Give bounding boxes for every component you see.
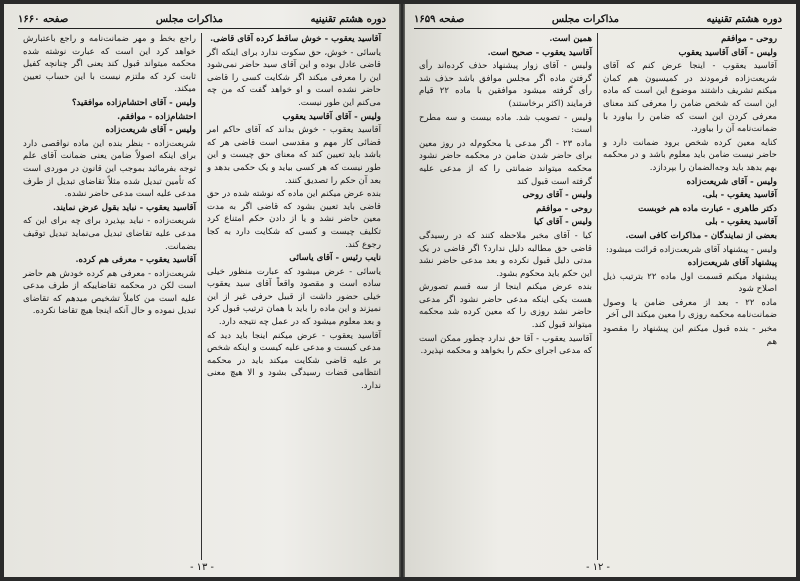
book-spread: [4, 4, 796, 577]
paragraph: ولیس - آقای زوار پیشنهاد حذف کرده‌اند رأی گرفتن ماده اگر مجلس موافق باشد حذف شد رأی گرفته میشود موافقین با ماده ۲۲ قیام فرمایند (اکثر برخاستند): [419, 61, 593, 109]
paragraph: ولیس - تصویب شد. ماده بیست و سه مطرح است:: [419, 112, 592, 136]
paragraph: روحی - موافقم: [721, 34, 777, 44]
paragraph: ولیس - آقای آقاسید یعقوب: [678, 47, 777, 58]
paragraph: ماده ۲۲ - بعد از معرفی ضامن یا وصول ضمانت‌نامه محکمه روزی را معین میکند الی آخر: [603, 297, 777, 321]
paragraph: شریعت‌زاده - نباید بپذیرد برای چه برای این که مدعی علیه تقاضای تبدیل می‌نماید تبدیل توقیف بضمانت.: [23, 216, 196, 252]
left-page-left-column: [18, 33, 202, 560]
paragraph: آقاسید یعقوب - خوش بداند که آقای حاکم امر قضائی کار مهم و مقدسی است قاضی هر که باشد باید تعیین کند که معنای حق چیست و این طور نیست که هر کسی بیاید و یک حکمی بدهد و بعد آن حکم را تصدیق کنند.: [207, 125, 381, 186]
paragraph: کیا - آقای مخبر ملاحظه کنند که در رسیدگی قاضی حق مطالبه دلیل ندارد؟ اگر قاضی در یک مدتی دلیل قبول نکرده و بعد مدعی حاضر نشد این حکم باید محکوم بشود.: [419, 230, 592, 279]
paragraph: آقاسید یعقوب - آقا حق ندارد چطور ممکن است که مدعی اجرای حکم را بخواهد و محکمه نپذیرد.: [419, 333, 592, 357]
paragraph: آقاسید یعقوب - معرفی هم کرده.: [75, 255, 196, 266]
paragraph: راجع بخط و مهر ضمانت‌نامه و راجع باعتبارش خواهد کرد این است که عبارت نوشته شده محکمه میتواند قبول کند یعنی اگر چنانچه کفیل ثابت کرد که ملتزم نیست با این حساب تعیین میکند.: [23, 34, 196, 95]
paragraph: بنده عرض میکنم این ماده که نوشته شده در حق قاضی باید تعیین بشود که قاضی اگر به مدت معین حاضر نشد و یا از دادن حکم امتناع کرد تکلیف چیست و کسی که شکایت دارد به کجا رجوع کند.: [207, 189, 381, 250]
left-page-columns: [18, 33, 386, 560]
paragraph: آقاسید یعقوب - نباید بقول عرض نمایند.: [52, 202, 196, 213]
left-page: [4, 4, 400, 577]
left-header-title: مذاکرات مجلس: [155, 13, 224, 25]
paragraph: همین است.: [549, 34, 592, 44]
left-page-number: - ۱۳ -: [190, 562, 214, 573]
paragraph: کنایه معین کرده شخص برود ضمانت دارد و حاضر نیست ضامن باید معلوم باشد و در محکمه بهم بدهد باید وجه‌الضمان را بپردازد.: [603, 137, 777, 173]
book-gutter: [399, 4, 405, 577]
paragraph: بنده عرض میکنم اینجا از سه قسم تصورش هست یکی اینکه مدعی حاضر نشود اگر مدعی حاضر نشد روزی را که معین کرده شد محکمه میتواند قبول کند.: [419, 282, 592, 331]
right-page-left-column: [414, 33, 598, 560]
paragraph: ولیس - آقای شریعت‌زاده: [686, 176, 777, 187]
paragraph: آقاسید یعقوب - خوش ساقط کرده آقای قاضی.: [210, 34, 381, 44]
right-page: [400, 4, 796, 577]
paragraph: نایب رئیس - آقای یاسائی: [289, 253, 381, 264]
paragraph: یاسائی - عرض میشود که عبارت منظور خیلی ساده است و مقصود واقعاً آقای سید یعقوب خیلی حضور داشت از قبیل حرفی غیر از این نمیزند و این ماده را باید با همان ترتیب قبول کرد و بعد معلوم میشود که در عمل چه نتیجه دارد.: [207, 266, 381, 328]
paragraph: ولیس - آقای کیا: [533, 217, 592, 228]
right-header-rule: [414, 28, 782, 29]
left-header-rule: [18, 28, 386, 29]
paragraph: مخبر - بنده قبول میکنم این پیشنهاد را مقصود هم: [603, 324, 777, 347]
paragraph: آقاسید یعقوب - اینجا عرض کنم که آقای شریعت‌زاده فرمودند در کمیسیون هم کمان میکنم تشریف داشتند موضوع این است که ماده این است که شخص ضامن را معرفی کند معنای معرفی کردن این است که ضامن را بیاورد با ضمانت‌نامه آن را بیاورد.: [603, 61, 777, 135]
paragraph: شریعت‌زاده - بنظر بنده این ماده نواقصی دارد برای اینکه اصولاً ضامن یعنی ضمانت آقای علم توجه بفرمائید بموجب این قانون در موردی است که تأمین تبدیل شده مثلاً تقاضای تبدیل از طرف مدعی علیه است مدعی حاضر نشده.: [23, 138, 196, 200]
paragraph: روحی - موافقم: [536, 203, 592, 214]
right-header-term: دوره هشتم تقنینیه: [706, 13, 782, 25]
left-header-term: دوره هشتم تقنینیه: [310, 13, 386, 25]
paragraph: آقاسید یعقوب - بلی: [705, 217, 777, 228]
paragraph: یاسائی - خوش، حق سکوت ندارد برای اینکه اگر قاضی عادل بوده و این آقای سید حاضر نمی‌شود این را معرفی میکند اگر شکایت کسی را قاضی حاضر نشده است و او خواهد گفت که من چه می‌کنم این طور نیست.: [207, 47, 381, 108]
left-page-right-column: [202, 33, 386, 560]
paragraph: ولیس - آقای روحی: [522, 190, 592, 201]
left-page-header: [18, 12, 386, 26]
left-header-page-label: صفحه ۱۶۶۰: [18, 13, 69, 25]
paragraph: آقاسید یعقوب - صحیح است.: [487, 47, 592, 58]
right-page-columns: [414, 33, 782, 560]
right-header-title: مذاکرات مجلس: [551, 13, 620, 25]
paragraph: ولیس - آقای آقاسید یعقوب: [282, 111, 381, 122]
paragraph: پیشنهاد میکنم قسمت اول ماده ۲۲ بترتیب ذیل اصلاح شود: [603, 271, 777, 295]
right-page-right-column: [598, 33, 782, 560]
paragraph: ولیس - پیشنهاد آقای شریعت‌زاده قرائت میشود:: [606, 244, 777, 255]
paragraph: بعضی از نمایندگان - مذاکرات کافی است.: [625, 230, 777, 241]
paragraph: ولیس - آقای شریعت‌زاده: [105, 125, 196, 136]
paragraph: آقاسید یعقوب - بلی.: [702, 190, 777, 201]
paragraph: ماده ۲۳ - اگر مدعی یا محکوم‌له در روز معین برای حاضر شدن ضامن در محکمه حاضر نشود محکمه میتواند ضمانتی را که از مدعی علیه گرفته است قبول کند: [419, 138, 592, 187]
paragraph: ولیس - آقای احتشام‌زاده موافقید؟: [71, 97, 196, 108]
right-page-header: [414, 12, 782, 26]
paragraph: شریعت‌زاده - معرفی هم کرده خودش هم حاضر است لکن در محکمه تقاضاییکه از طرف مدعی علیه است من کاملاً تشخیص میدهم که تقاضای تبدیل نموده و حال آنکه اینجا هیچ تقاضا نکرده.: [23, 268, 196, 317]
paragraph: احتشام‌زاده - موافقم.: [117, 111, 196, 122]
right-page-number: - ۱۲ -: [586, 562, 610, 573]
right-header-page-label: صفحه ۱۶۵۹: [414, 13, 465, 25]
paragraph: پیشنهاد آقای شریعت‌زاده: [687, 258, 777, 269]
paragraph: دکتر طاهری - عبارت ماده هم خوبست: [638, 203, 777, 214]
paragraph: آقاسید یعقوب - عرض میکنم اینجا باید دید که مدعی کیست و مدعی علیه کیست و اینکه شخص بر علیه قاضی شکایت میکند باید در محکمه انتظامی قضات رسیدگی بشود و الا هیچ معنی ندارد.: [207, 330, 381, 392]
